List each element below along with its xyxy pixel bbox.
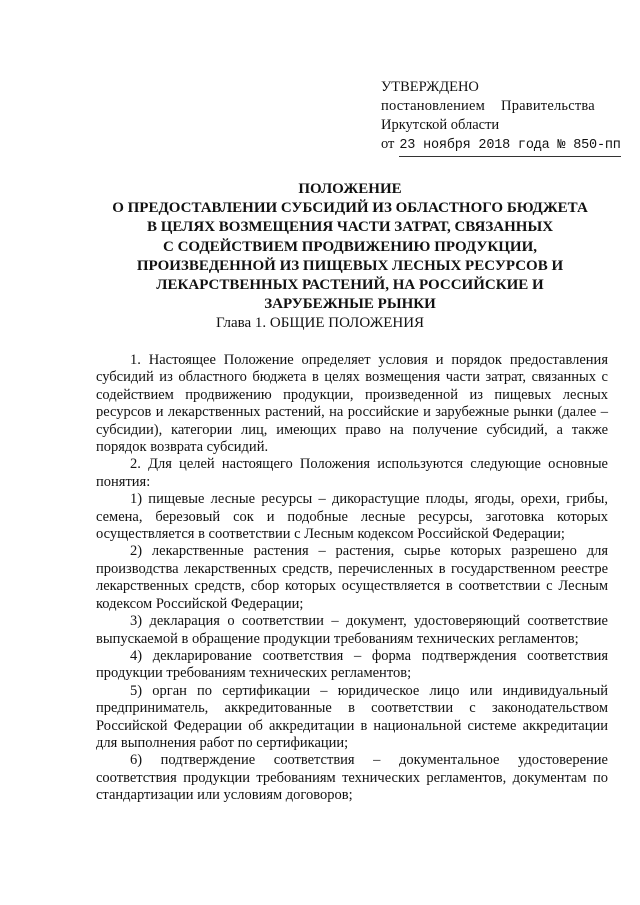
decree-org: Правительства: [501, 98, 595, 114]
chapter-heading: Глава 1. ОБЩИЕ ПОЛОЖЕНИЯ: [215, 315, 425, 331]
definition-4: 4) декларирование соответствия – форма подтверждения соответствия продукции требованиям технических регламентов;: [96, 647, 608, 682]
definition-1: 1) пищевые лесные ресурсы – дикорастущие плоды, ягоды, орехи, грибы, семена, березовый сок и подобные лесные ресурсы, заготовка которых осуществляется в соответствии с Лесным кодексом Российской Федерации;: [96, 491, 608, 543]
title-line: ПОЛОЖЕНИЕ: [298, 181, 402, 197]
approved-label: УТВЕРЖДЕНО: [381, 79, 479, 95]
decree-label: [381, 97, 631, 116]
definition-5: 5) орган по сертификации – юридическое лицо или индивидуальный предприниматель, аккредитованные в соответствии с законодательством Российской Федерации об аккредитации в национальной системе аккредитации для выполнения работ по сертификации;: [96, 682, 608, 751]
decree-word: постановлением: [381, 98, 486, 114]
title-line: ЗАРУБЕЖНЫЕ РЫНКИ: [264, 296, 436, 313]
approval-stamp: [381, 78, 631, 157]
decree-date-number: 23 ноября 2018 года № 850-пп: [399, 136, 620, 157]
paragraph-2: 2. Для целей настоящего Положения используются следующие основные понятия:: [96, 456, 608, 490]
decree-date-row: [381, 135, 631, 157]
definition-3: 3) декларация о соответствии – документ, удостоверяющий соответствие выпускаемой в обращение продукции требованиям технических регламентов;: [96, 613, 608, 647]
date-prefix: от: [381, 136, 395, 152]
title-line: В ЦЕЛЯХ ВОЗМЕЩЕНИЯ ЧАСТИ ЗАТРАТ, СВЯЗАННЫХ: [146, 219, 554, 236]
document-body: [96, 352, 608, 805]
document-title: [60, 180, 640, 314]
title-line: ПРОИЗВЕДЕННОЙ ИЗ ПИЩЕВЫХ ЛЕСНЫХ РЕСУРСОВ И: [136, 257, 564, 274]
definition-2: 2) лекарственные растения – растения, сырье которых разрешено для производства лекарственных средств, перечисленных в государственном реестре лекарственных средств, сбор которых осуществляется в соответствии с Лесным кодексом Российской Федерации;: [96, 543, 608, 612]
title-line: О ПРЕДОСТАВЛЕНИИ СУБСИДИЙ ИЗ ОБЛАСТНОГО БЮДЖЕТА: [112, 200, 588, 217]
title-line: ЛЕКАРСТВЕННЫХ РАСТЕНИЙ, НА РОССИЙСКИЕ И: [156, 277, 544, 294]
region-label: Иркутской области: [381, 117, 500, 133]
title-line: С СОДЕЙСТВИЕМ ПРОДВИЖЕНИЮ ПРОДУКЦИИ,: [162, 238, 538, 255]
paragraph-1: 1. Настоящее Положение определяет условия и порядок предоставления субсидий из областного бюджета в целях возмещения части затрат, связанных с содействием продвижению продукции, произведенной из пищевых лесных ресурсов и лекарственных растений, на российские и зарубежные рынки (далее – субсидии), категории лиц, имеющих право на получение субсидий, а также порядок возврата субсидий.: [96, 352, 608, 456]
definition-6: 6) подтверждение соответствия – документальное удостоверение соответствия продукции требованиям технических регламентов, документам по стандартизации или условиям договоров;: [96, 752, 608, 804]
